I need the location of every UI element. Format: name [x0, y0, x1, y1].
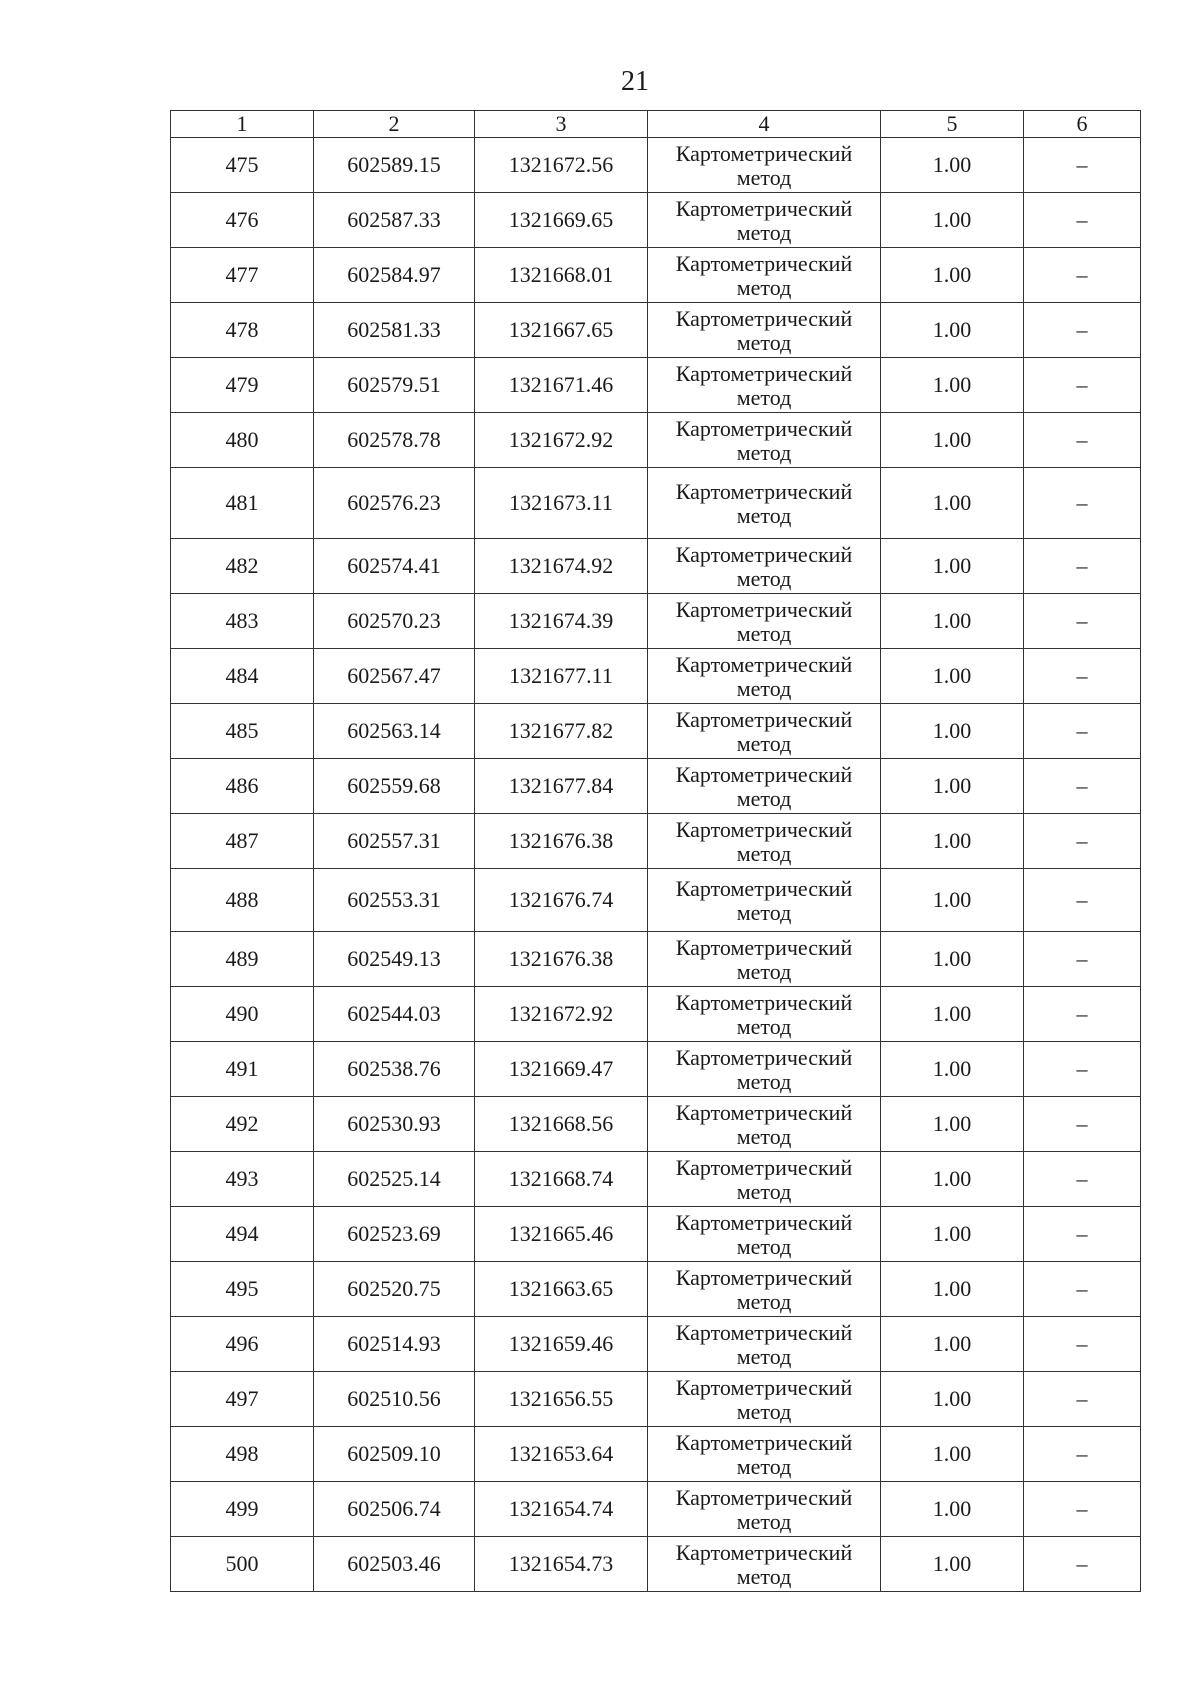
cell-accuracy: 1.00	[881, 138, 1024, 193]
table-row	[171, 248, 1141, 303]
cell-accuracy: 1.00	[881, 193, 1024, 248]
table-row	[171, 869, 1141, 932]
cell-accuracy: 1.00	[881, 1482, 1024, 1537]
cell-y-coordinate: 1321669.65	[475, 193, 648, 248]
cell-point-number: 484	[171, 649, 314, 704]
table-row	[171, 1207, 1141, 1262]
cell-note: –	[1024, 413, 1141, 468]
cell-note: –	[1024, 1372, 1141, 1427]
cell-x-coordinate: 602576.23	[314, 468, 475, 539]
cell-method: Картометрический метод	[648, 932, 881, 987]
cell-accuracy: 1.00	[881, 594, 1024, 649]
header-cell-2: 2	[314, 111, 475, 138]
cell-x-coordinate: 602549.13	[314, 932, 475, 987]
table-row	[171, 704, 1141, 759]
cell-method: Картометрический метод	[648, 594, 881, 649]
cell-x-coordinate: 602503.46	[314, 1537, 475, 1592]
cell-y-coordinate: 1321672.92	[475, 987, 648, 1042]
cell-point-number: 487	[171, 814, 314, 869]
cell-point-number: 477	[171, 248, 314, 303]
table-row	[171, 303, 1141, 358]
cell-accuracy: 1.00	[881, 1152, 1024, 1207]
coordinates-table-container	[170, 110, 1140, 1592]
cell-x-coordinate: 602544.03	[314, 987, 475, 1042]
table-row	[171, 1317, 1141, 1372]
cell-accuracy: 1.00	[881, 1317, 1024, 1372]
cell-note: –	[1024, 138, 1141, 193]
cell-point-number: 488	[171, 869, 314, 932]
cell-point-number: 492	[171, 1097, 314, 1152]
cell-point-number: 481	[171, 468, 314, 539]
table-row	[171, 468, 1141, 539]
cell-x-coordinate: 602559.68	[314, 759, 475, 814]
cell-accuracy: 1.00	[881, 1042, 1024, 1097]
cell-point-number: 476	[171, 193, 314, 248]
cell-note: –	[1024, 1262, 1141, 1317]
cell-note: –	[1024, 594, 1141, 649]
cell-y-coordinate: 1321673.11	[475, 468, 648, 539]
cell-accuracy: 1.00	[881, 1427, 1024, 1482]
cell-x-coordinate: 602589.15	[314, 138, 475, 193]
table-row	[171, 1537, 1141, 1592]
table-row	[171, 649, 1141, 704]
cell-method: Картометрический метод	[648, 869, 881, 932]
cell-method: Картометрический метод	[648, 1262, 881, 1317]
cell-y-coordinate: 1321669.47	[475, 1042, 648, 1097]
cell-accuracy: 1.00	[881, 413, 1024, 468]
cell-y-coordinate: 1321665.46	[475, 1207, 648, 1262]
page-number: 21	[621, 66, 649, 97]
header-cell-1: 1	[171, 111, 314, 138]
cell-y-coordinate: 1321668.56	[475, 1097, 648, 1152]
table-row	[171, 358, 1141, 413]
cell-point-number: 478	[171, 303, 314, 358]
cell-x-coordinate: 602584.97	[314, 248, 475, 303]
table-row	[171, 413, 1141, 468]
cell-note: –	[1024, 1042, 1141, 1097]
table-row	[171, 1042, 1141, 1097]
cell-note: –	[1024, 987, 1141, 1042]
cell-x-coordinate: 602520.75	[314, 1262, 475, 1317]
cell-point-number: 475	[171, 138, 314, 193]
cell-y-coordinate: 1321674.92	[475, 539, 648, 594]
cell-accuracy: 1.00	[881, 649, 1024, 704]
cell-method: Картометрический метод	[648, 468, 881, 539]
cell-x-coordinate: 602514.93	[314, 1317, 475, 1372]
table-row	[171, 539, 1141, 594]
cell-x-coordinate: 602510.56	[314, 1372, 475, 1427]
cell-x-coordinate: 602581.33	[314, 303, 475, 358]
cell-note: –	[1024, 358, 1141, 413]
cell-x-coordinate: 602570.23	[314, 594, 475, 649]
cell-accuracy: 1.00	[881, 1097, 1024, 1152]
cell-accuracy: 1.00	[881, 869, 1024, 932]
cell-x-coordinate: 602567.47	[314, 649, 475, 704]
cell-y-coordinate: 1321672.56	[475, 138, 648, 193]
cell-method: Картометрический метод	[648, 814, 881, 869]
header-row	[171, 111, 1141, 138]
cell-accuracy: 1.00	[881, 1372, 1024, 1427]
header-cell-4: 4	[648, 111, 881, 138]
table-row	[171, 594, 1141, 649]
cell-method: Картометрический метод	[648, 1317, 881, 1372]
table-row	[171, 1427, 1141, 1482]
cell-method: Картометрический метод	[648, 1427, 881, 1482]
cell-x-coordinate: 602525.14	[314, 1152, 475, 1207]
cell-y-coordinate: 1321677.11	[475, 649, 648, 704]
cell-note: –	[1024, 1537, 1141, 1592]
cell-note: –	[1024, 1097, 1141, 1152]
cell-note: –	[1024, 248, 1141, 303]
cell-y-coordinate: 1321653.64	[475, 1427, 648, 1482]
cell-note: –	[1024, 1207, 1141, 1262]
cell-x-coordinate: 602530.93	[314, 1097, 475, 1152]
cell-y-coordinate: 1321677.84	[475, 759, 648, 814]
cell-y-coordinate: 1321654.73	[475, 1537, 648, 1592]
cell-y-coordinate: 1321672.92	[475, 413, 648, 468]
cell-point-number: 496	[171, 1317, 314, 1372]
cell-point-number: 498	[171, 1427, 314, 1482]
table-row	[171, 1372, 1141, 1427]
table-row	[171, 987, 1141, 1042]
cell-method: Картометрический метод	[648, 138, 881, 193]
cell-method: Картометрический метод	[648, 1537, 881, 1592]
cell-point-number: 486	[171, 759, 314, 814]
cell-note: –	[1024, 539, 1141, 594]
cell-x-coordinate: 602509.10	[314, 1427, 475, 1482]
cell-point-number: 490	[171, 987, 314, 1042]
cell-accuracy: 1.00	[881, 759, 1024, 814]
cell-point-number: 480	[171, 413, 314, 468]
cell-x-coordinate: 602574.41	[314, 539, 475, 594]
cell-note: –	[1024, 759, 1141, 814]
cell-note: –	[1024, 1427, 1141, 1482]
table-body	[171, 138, 1141, 1592]
cell-y-coordinate: 1321656.55	[475, 1372, 648, 1427]
coordinates-table	[170, 110, 1141, 1592]
cell-method: Картометрический метод	[648, 358, 881, 413]
cell-y-coordinate: 1321676.38	[475, 932, 648, 987]
cell-method: Картометрический метод	[648, 539, 881, 594]
cell-method: Картометрический метод	[648, 649, 881, 704]
cell-note: –	[1024, 649, 1141, 704]
cell-x-coordinate: 602578.78	[314, 413, 475, 468]
table-row	[171, 759, 1141, 814]
cell-point-number: 495	[171, 1262, 314, 1317]
cell-note: –	[1024, 932, 1141, 987]
cell-note: –	[1024, 814, 1141, 869]
cell-method: Картометрический метод	[648, 193, 881, 248]
cell-accuracy: 1.00	[881, 248, 1024, 303]
cell-y-coordinate: 1321676.74	[475, 869, 648, 932]
cell-y-coordinate: 1321667.65	[475, 303, 648, 358]
cell-x-coordinate: 602579.51	[314, 358, 475, 413]
cell-method: Картометрический метод	[648, 987, 881, 1042]
header-cell-5: 5	[881, 111, 1024, 138]
cell-point-number: 485	[171, 704, 314, 759]
cell-method: Картометрический метод	[648, 248, 881, 303]
cell-note: –	[1024, 1482, 1141, 1537]
cell-y-coordinate: 1321668.01	[475, 248, 648, 303]
cell-x-coordinate: 602557.31	[314, 814, 475, 869]
cell-x-coordinate: 602553.31	[314, 869, 475, 932]
cell-x-coordinate: 602523.69	[314, 1207, 475, 1262]
cell-method: Картометрический метод	[648, 1042, 881, 1097]
table-row	[171, 138, 1141, 193]
cell-method: Картометрический метод	[648, 1097, 881, 1152]
cell-accuracy: 1.00	[881, 358, 1024, 413]
cell-y-coordinate: 1321668.74	[475, 1152, 648, 1207]
cell-method: Картометрический метод	[648, 1372, 881, 1427]
cell-y-coordinate: 1321671.46	[475, 358, 648, 413]
cell-accuracy: 1.00	[881, 1207, 1024, 1262]
cell-note: –	[1024, 869, 1141, 932]
cell-accuracy: 1.00	[881, 704, 1024, 759]
cell-accuracy: 1.00	[881, 1262, 1024, 1317]
cell-y-coordinate: 1321659.46	[475, 1317, 648, 1372]
cell-point-number: 479	[171, 358, 314, 413]
cell-point-number: 491	[171, 1042, 314, 1097]
cell-note: –	[1024, 704, 1141, 759]
cell-point-number: 489	[171, 932, 314, 987]
cell-note: –	[1024, 468, 1141, 539]
cell-y-coordinate: 1321674.39	[475, 594, 648, 649]
cell-note: –	[1024, 1152, 1141, 1207]
cell-x-coordinate: 602587.33	[314, 193, 475, 248]
cell-accuracy: 1.00	[881, 303, 1024, 358]
cell-accuracy: 1.00	[881, 468, 1024, 539]
table-row	[171, 1482, 1141, 1537]
cell-method: Картометрический метод	[648, 303, 881, 358]
cell-method: Картометрический метод	[648, 704, 881, 759]
cell-point-number: 493	[171, 1152, 314, 1207]
cell-method: Картометрический метод	[648, 759, 881, 814]
cell-accuracy: 1.00	[881, 932, 1024, 987]
cell-method: Картометрический метод	[648, 1207, 881, 1262]
cell-y-coordinate: 1321654.74	[475, 1482, 648, 1537]
cell-x-coordinate: 602563.14	[314, 704, 475, 759]
table-row	[171, 193, 1141, 248]
cell-point-number: 500	[171, 1537, 314, 1592]
cell-point-number: 482	[171, 539, 314, 594]
cell-accuracy: 1.00	[881, 814, 1024, 869]
cell-point-number: 497	[171, 1372, 314, 1427]
table-row	[171, 1152, 1141, 1207]
cell-note: –	[1024, 193, 1141, 248]
table-row	[171, 1097, 1141, 1152]
cell-point-number: 499	[171, 1482, 314, 1537]
cell-y-coordinate: 1321663.65	[475, 1262, 648, 1317]
cell-x-coordinate: 602506.74	[314, 1482, 475, 1537]
cell-y-coordinate: 1321677.82	[475, 704, 648, 759]
cell-accuracy: 1.00	[881, 539, 1024, 594]
table-row	[171, 814, 1141, 869]
cell-accuracy: 1.00	[881, 1537, 1024, 1592]
header-cell-3: 3	[475, 111, 648, 138]
cell-note: –	[1024, 303, 1141, 358]
cell-point-number: 483	[171, 594, 314, 649]
table-row	[171, 932, 1141, 987]
cell-method: Картометрический метод	[648, 413, 881, 468]
cell-accuracy: 1.00	[881, 987, 1024, 1042]
cell-y-coordinate: 1321676.38	[475, 814, 648, 869]
cell-note: –	[1024, 1317, 1141, 1372]
cell-point-number: 494	[171, 1207, 314, 1262]
table-row	[171, 1262, 1141, 1317]
cell-method: Картометрический метод	[648, 1152, 881, 1207]
cell-method: Картометрический метод	[648, 1482, 881, 1537]
cell-x-coordinate: 602538.76	[314, 1042, 475, 1097]
header-cell-6: 6	[1024, 111, 1141, 138]
